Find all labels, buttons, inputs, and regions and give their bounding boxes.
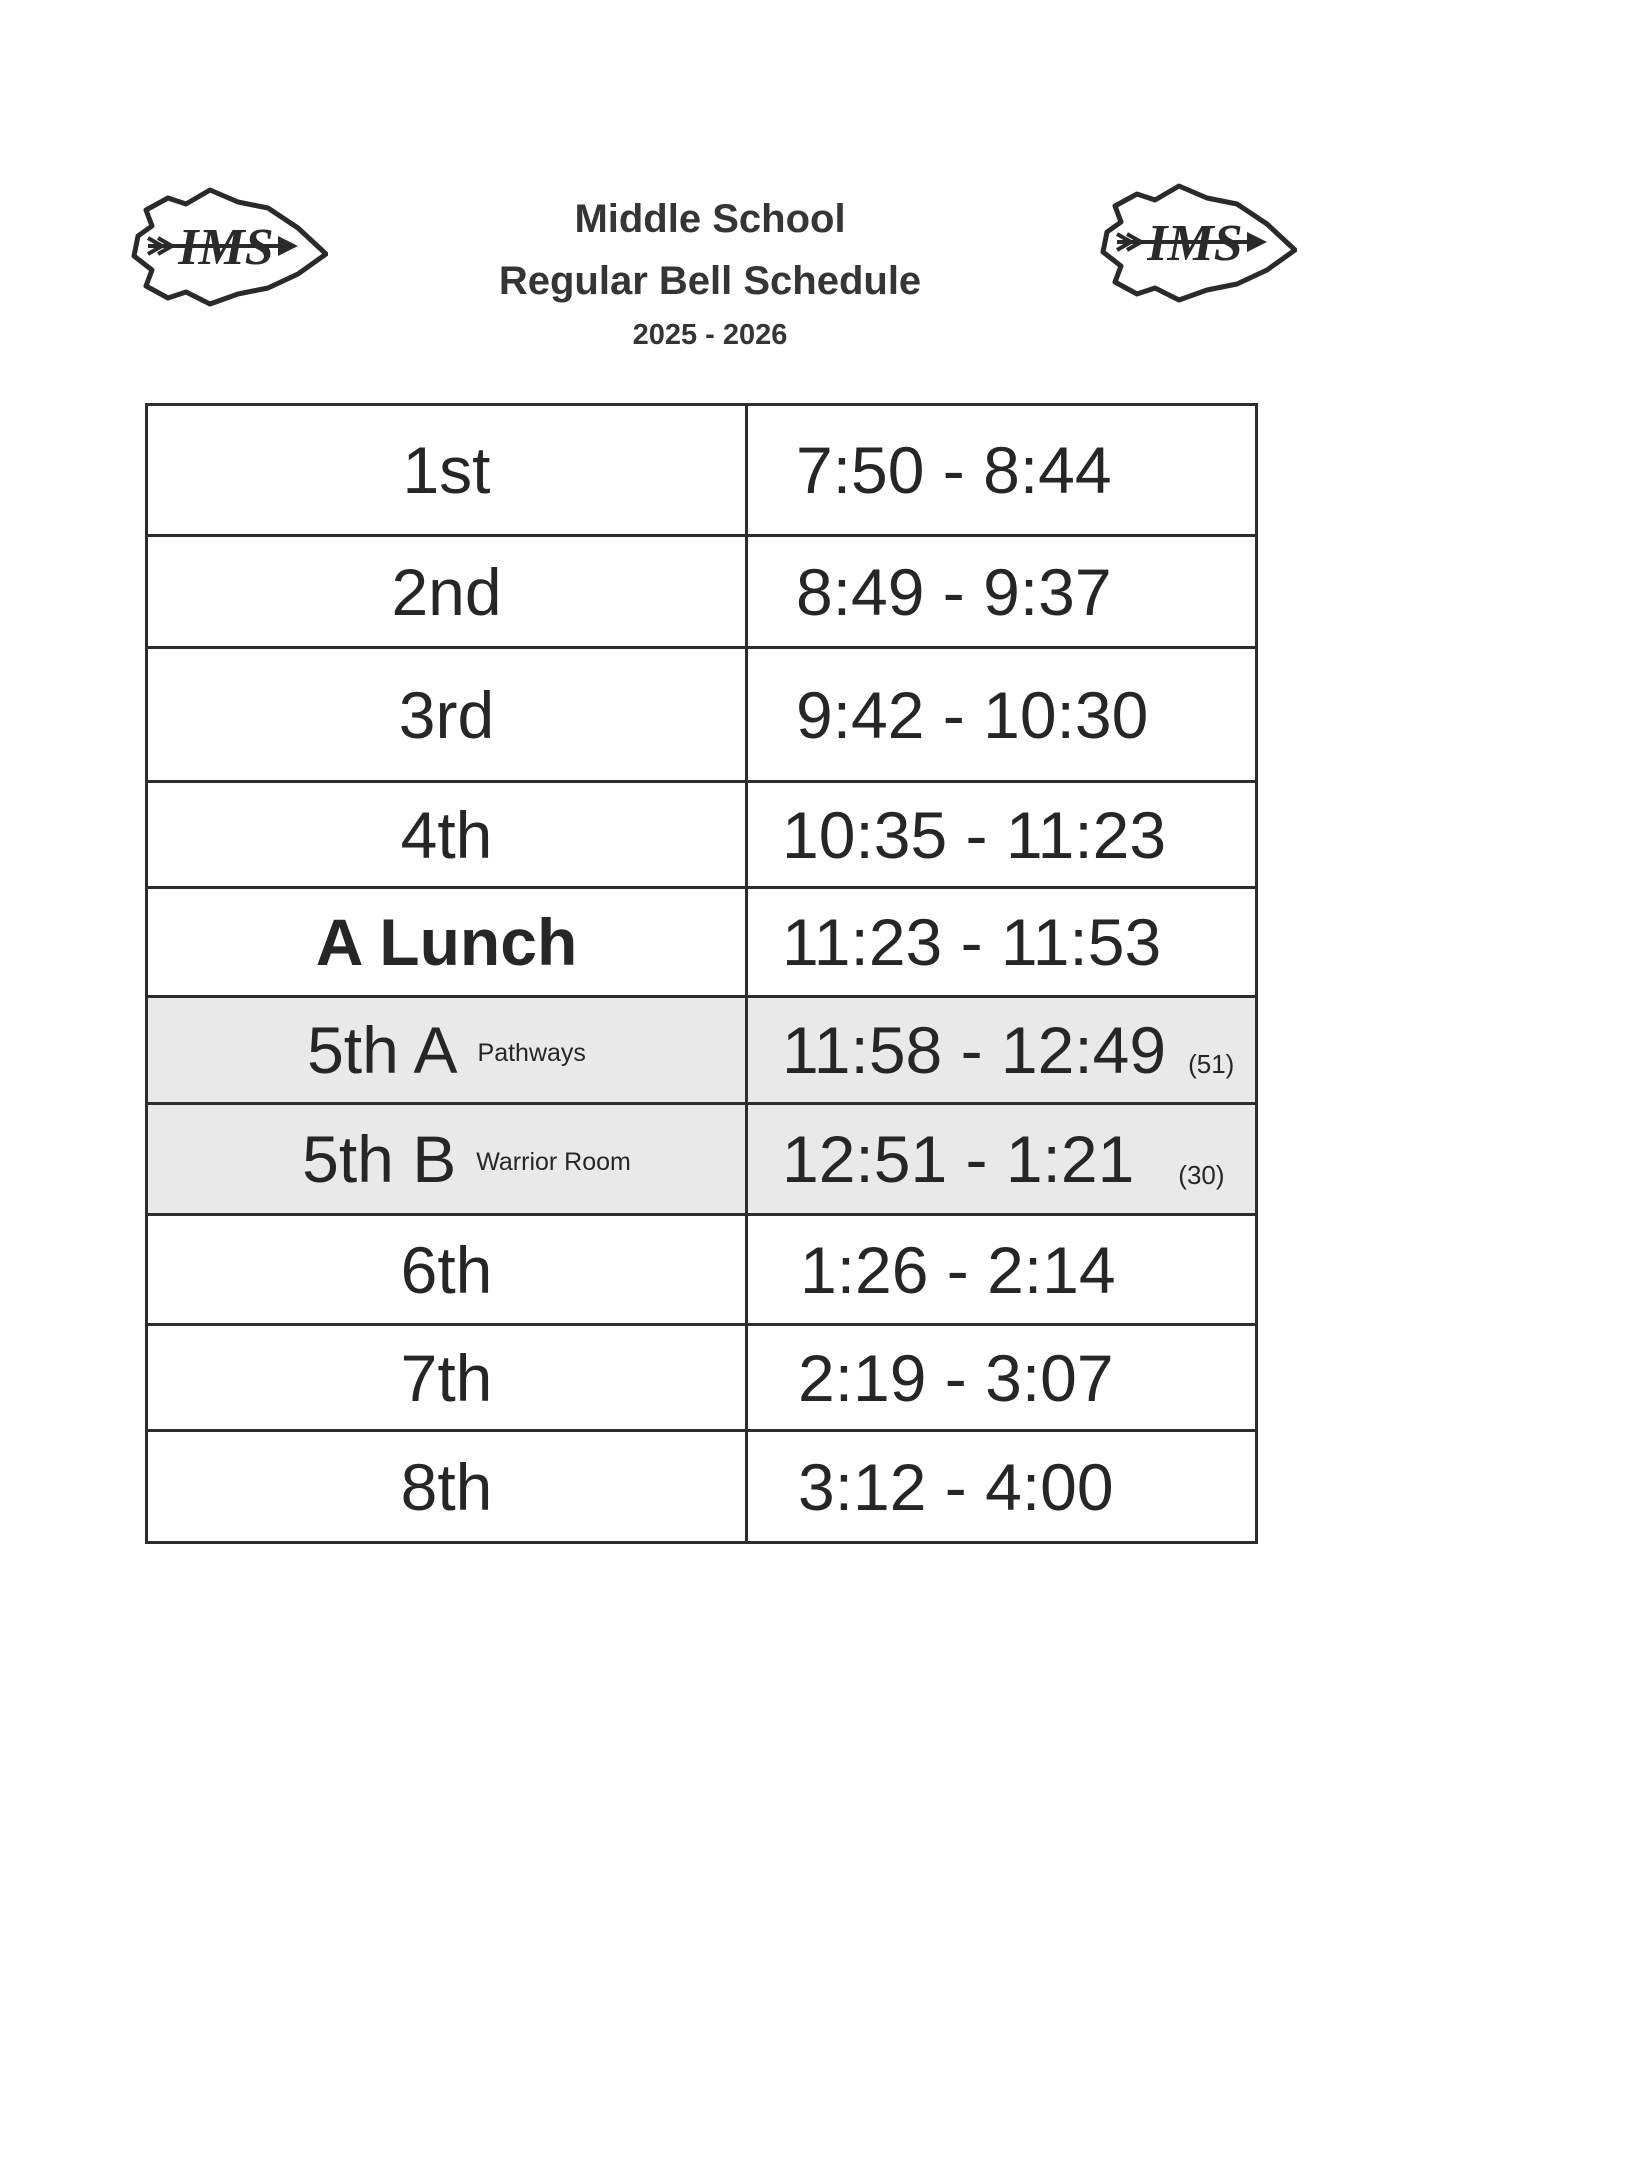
time-range: 12:51 - 1:21 (782, 1122, 1135, 1196)
period-cell: 6th (148, 1216, 748, 1323)
table-row-shaded (148, 1105, 1255, 1216)
period-cell: 1st (148, 406, 748, 534)
period-cell (148, 1105, 748, 1213)
period-cell: 8th (148, 1432, 748, 1541)
table-row (148, 649, 1255, 783)
time-cell: 9:42 - 10:30 (796, 677, 1149, 752)
table-row (148, 537, 1255, 649)
period-label: 5th A (307, 1013, 458, 1087)
period-label: 5th B (302, 1122, 457, 1196)
time-cell: 10:35 - 11:23 (782, 797, 1167, 872)
duration-minutes: (30) (1178, 1160, 1225, 1190)
lunch-period-cell: A Lunch (148, 889, 748, 995)
school-name: Middle School (574, 197, 846, 241)
table-row (148, 406, 1255, 537)
period-cell: 2nd (148, 537, 748, 646)
time-cell: 7:50 - 8:44 (796, 433, 1112, 507)
time-cell: 1:26 - 2:14 (800, 1232, 1116, 1307)
time-range: 11:58 - 12:49 (782, 1013, 1167, 1087)
bell-schedule-table (145, 403, 1258, 1544)
period-note: Warrior Room (476, 1148, 631, 1176)
ims-arrowhead-logo-left (128, 180, 328, 314)
arrowhead-icon (1097, 176, 1297, 310)
table-row (148, 783, 1255, 889)
time-cell (748, 998, 1255, 1102)
time-cell: 2:19 - 3:07 (798, 1340, 1114, 1415)
period-cell: 7th (148, 1326, 748, 1429)
period-cell (148, 998, 748, 1102)
period-cell: 4th (148, 783, 748, 886)
schedule-header (405, 188, 1015, 358)
table-row (148, 1216, 1255, 1326)
period-wrap (302, 1121, 631, 1197)
svg-text:IMS: IMS (1147, 215, 1243, 272)
duration-minutes: (51) (1188, 1049, 1235, 1079)
svg-text:IMS: IMS (178, 219, 274, 276)
time-cell: 11:23 - 11:53 (782, 905, 1162, 979)
period-cell: 3rd (148, 649, 748, 780)
time-cell: 8:49 - 9:37 (796, 554, 1112, 629)
table-row (148, 1432, 1255, 1541)
period-note: Pathways (477, 1039, 586, 1067)
time-cell (748, 1105, 1255, 1213)
table-row (148, 1326, 1255, 1432)
table-row-lunch (148, 889, 1255, 998)
arrowhead-icon (128, 180, 328, 314)
ims-arrowhead-logo-right (1097, 176, 1297, 310)
schedule-title: Regular Bell Schedule (498, 259, 922, 303)
table-row-shaded (148, 998, 1255, 1105)
time-cell: 3:12 - 4:00 (798, 1449, 1114, 1524)
period-wrap (307, 1012, 586, 1088)
school-year: 2025 - 2026 (632, 319, 788, 351)
